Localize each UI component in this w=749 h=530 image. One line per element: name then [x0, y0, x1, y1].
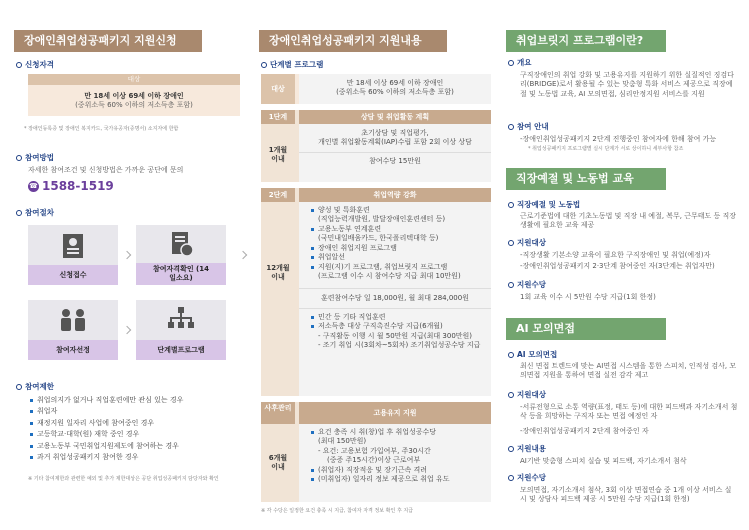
bridge-column	[506, 0, 738, 530]
program-heading: 단계별 프로그램	[261, 60, 323, 70]
etiquette-heading: 직장예절 및 노동법	[508, 200, 580, 210]
bullet-icon	[508, 202, 514, 208]
list-item: (직업능력개발원, 발달장애인훈련센터 등)	[318, 215, 446, 224]
list-item: 양성 및 특화훈련	[311, 206, 487, 215]
list-item: (미취업자) 일자리 정보 제공으로 취업 유도	[311, 475, 487, 484]
target-tag: 대상	[261, 74, 295, 104]
ai-pay: 모의면접, 자기소개서 첨삭, 3회 이상 면접연습 중 1개 이상 서비스 실시 및 상담사 피드백 제공 시 5만원 수당 지급(1회 한정)	[520, 486, 732, 504]
step-3	[28, 300, 118, 360]
bridge-title: 취업브릿지 프로그램이란?	[506, 30, 666, 52]
org-chart-icon	[166, 306, 196, 332]
ai-title: AI 모의면접	[506, 318, 666, 340]
list-item: 취업자	[30, 407, 246, 416]
list-item: 고등학교·대학(원) 재학 중인 경우	[30, 430, 246, 439]
stage-1-line1: 초기상담 및 직업평가,	[361, 129, 429, 137]
list-item: 장애인 취업지원 프로그램	[311, 244, 487, 253]
stage-3-tag: 사후관리	[261, 402, 295, 424]
etiquette-target-2: -장애인취업성공패키지 2·3단계 참여중인 자(3단계는 취업자만)	[520, 262, 715, 270]
etiquette-pay: 1회 교육 이수 시 5만원 수당 지급(1회 한정)	[520, 293, 656, 301]
qualification-note: * 장애인등록증 및 장애인 복지카드, 국가유공자(증명서) 소지자에 한함	[24, 126, 179, 132]
step-1-label: 신청접수	[28, 265, 118, 285]
limits-note: ※ 기타 참여제한과 관련한 예외 및 추가 제한대상은 공단 취업성공패키지 담당자와 확인	[28, 476, 219, 482]
list-item: - 구직활동 이행 시 월 50만원 지급(최대 300만원)	[318, 331, 473, 340]
qualification-box	[28, 74, 240, 116]
bullet-icon	[16, 62, 22, 68]
list-item: 재정지원 일자리 사업에 참여중인 경우	[30, 419, 246, 428]
bullet-icon	[508, 475, 514, 481]
stage-3-header: 고용유지 지원	[299, 402, 491, 424]
method-text: 자세한 참여조건 및 신청방법은 가까운 공단에 문의	[28, 166, 184, 174]
guide-heading: 참여 안내	[508, 122, 549, 132]
application-title: 장애인취업성공패키지 지원신청	[14, 30, 202, 52]
qualification-line1: 만 18세 이상 69세 이하 장애인	[84, 92, 184, 100]
list-item: (최대 150만원)	[318, 437, 367, 446]
chevron-right-icon	[239, 251, 247, 259]
step-1	[28, 225, 118, 285]
stage-3-period: 6개월 이내	[268, 454, 288, 472]
bullet-icon	[508, 60, 514, 66]
step-3-label: 참여자선정	[28, 340, 118, 360]
application-column	[14, 0, 246, 530]
bullet-icon	[508, 392, 514, 398]
stage-1-line2: 개인별 취업활동계획(IAP)수립 포함 2회 이상 상담	[318, 138, 472, 147]
list-item: 고용노동부 국민취업지원제도에 참여하는 경우	[30, 442, 246, 451]
stage-2-extra	[299, 309, 491, 351]
stage-2-header: 취업역량 강화	[299, 188, 491, 202]
step-4	[136, 300, 226, 360]
bullet-icon	[508, 352, 514, 358]
qualification-heading: 신청자격	[16, 60, 54, 70]
ai-target-1: -서류전형으로 소통 역량(표정, 태도 등)에 대한 피드백과 자기소개서 첨삭 등을 희망하는 구직자 또는 면접 예정인 자	[520, 403, 738, 421]
etiquette-title: 직장예절 및 노동법 교육	[506, 168, 666, 190]
qualification-tag: 대상	[28, 74, 240, 85]
phone-icon: ☎	[29, 181, 38, 190]
list-item: 취업알선	[311, 253, 487, 262]
stage-1-tag: 1단계	[261, 110, 295, 124]
stage-3-body	[299, 402, 491, 502]
ai-content-heading: 지원내용	[508, 444, 546, 454]
list-item: 과거 취업성공패키지 참여한 경우	[30, 453, 246, 462]
etiquette-pay-heading: 지원수당	[508, 280, 546, 290]
stage-2-period: 12개월 이내	[266, 264, 290, 282]
list-item: 지원(지)기 프로그램, 취업브릿지 프로그램	[311, 263, 487, 272]
step-2-label: 참여자격확인 (14일소요)	[136, 263, 226, 285]
list-item: 취업의지가 없거나 직업훈련에만 관심 있는 경우	[30, 396, 246, 405]
stage-1-pay: 참여수당 15만원	[299, 152, 491, 166]
etiquette-target-1: -직장생활 기본소양 교육이 필요한 구직장애인 및 취업(예정)자	[520, 251, 711, 259]
bullet-icon	[508, 446, 514, 452]
support-title: 장애인취업성공패키지 지원내용	[259, 30, 447, 52]
support-column	[259, 0, 492, 530]
stage-2-list	[299, 202, 491, 282]
list-item: (취업자) 직장적응 및 장기근속 격려	[311, 466, 487, 475]
guide-item: -장애인취업성공패키지 2단계 진행중인 참여자에 한해 참여 가능	[520, 135, 717, 143]
bullet-icon	[16, 210, 22, 216]
stage-1	[261, 110, 491, 182]
target-body	[299, 74, 491, 104]
list-item: 저소득층 대상 구직촉진수당 지급(6개월)	[311, 322, 487, 331]
steps-heading: 참여절차	[16, 208, 54, 218]
phone-number[interactable]: ☎ 1588-1519	[29, 179, 114, 193]
bullet-icon	[508, 240, 514, 246]
chevron-right-icon	[123, 326, 131, 334]
target-line2: (중위소득 60% 이하의 저소득층 포함)	[336, 88, 454, 97]
bullet-icon	[508, 282, 514, 288]
list-item: - 조기 취업 시(3회차~5회차) 조기취업성공수당 지급	[318, 341, 481, 350]
bullet-icon	[508, 124, 514, 130]
etiquette-text: 근로기준법에 대한 기초노동법 및 직장 내 예절, 복무, 근무태도 등 직장생활에 필요한 교육 제공	[520, 212, 737, 230]
list-item: (국민내일배움카드, 한국폴리텍대학 등)	[318, 234, 439, 243]
list-item: - 요건: 고용보험 가입여부, 주30시간	[318, 446, 431, 455]
overview-text: 구직장애인의 취업 강화 및 고용유지를 지원하기 위한 실질적인 징검다리(BRIDGE)로서 활용될 수 있는 맞춤형 특화 서비스 제공으로 직장예절 및 노동법 교육, AI 모의면접, 심리안정지원 서비스를 지원	[520, 71, 734, 98]
ai-content: AI기반 맞춤형 스피치 실습 및 피드백, 자기소개서 첨삭	[520, 457, 687, 465]
limits-heading: 참여제한	[16, 382, 54, 392]
ai-heading: AI 모의면접	[508, 350, 557, 360]
qualification-line2: (중위소득 60% 이하의 저소득층 포함)	[75, 101, 193, 110]
chevron-right-icon	[123, 251, 131, 259]
target-line1: 만 18세 이상 69세 이하 장애인	[346, 79, 444, 87]
step-2	[136, 225, 226, 285]
stage-1-period: 1개월 이내	[268, 146, 288, 164]
stage-1-header: 상담 및 취업활동 계획	[299, 110, 491, 124]
step-4-label: 단계별프로그램	[136, 340, 226, 360]
stage-2-pay: 훈련참여수당 일 18,000원, 월 최대 284,000원	[299, 288, 491, 309]
stage-2	[261, 188, 491, 396]
support-note: ※ 각 수당은 일정한 요건 충족 시 지급, 참여자 자격 정보 확인 후 지급	[261, 508, 414, 514]
ai-target-2: -장애인취업성공패키지 2단계 참여중인 자	[520, 427, 649, 435]
limits-list	[24, 396, 246, 465]
list-item: 요건 충족 시 취(창)업 후 취업성공수당	[311, 428, 487, 437]
guide-note: * 취업성공패키지 프로그램별 실시 단계가 서로 상이하니 세부사항 참조	[528, 146, 684, 152]
list-item: (중증 주15시간)이상 근로여부	[327, 456, 421, 465]
target-stage	[261, 74, 491, 104]
people-icon	[58, 307, 88, 333]
stage-3	[261, 402, 491, 502]
list-item: 민간 등 기타 직업훈련	[311, 313, 487, 322]
stage-1-body	[299, 110, 491, 182]
bullet-icon	[16, 384, 22, 390]
overview-heading: 개요	[508, 58, 532, 68]
etiquette-target-heading: 지원대상	[508, 238, 546, 248]
method-heading: 참여방법	[16, 153, 54, 163]
stage-2-body	[299, 188, 491, 396]
ai-text: 최신 면접 트렌드에 맞는 AI면접 시스템을 통한 스피치, 인적성 검사, 모의면접 지원을 통하여 면접 실전 감각 제고	[520, 362, 737, 380]
ai-pay-heading: 지원수당	[508, 473, 546, 483]
ai-target-heading: 지원대상	[508, 390, 546, 400]
list-item: 고용노동부 연계훈련	[311, 225, 487, 234]
stage-2-tag: 2단계	[261, 188, 295, 202]
bullet-icon	[261, 62, 267, 68]
bullet-icon	[16, 155, 22, 161]
document-stamp-icon	[167, 230, 195, 258]
list-item: (프로그램 이수 시 참여수당 지급 최대 10만원)	[318, 272, 461, 281]
stage-3-list	[299, 424, 491, 485]
id-card-icon	[59, 232, 87, 260]
